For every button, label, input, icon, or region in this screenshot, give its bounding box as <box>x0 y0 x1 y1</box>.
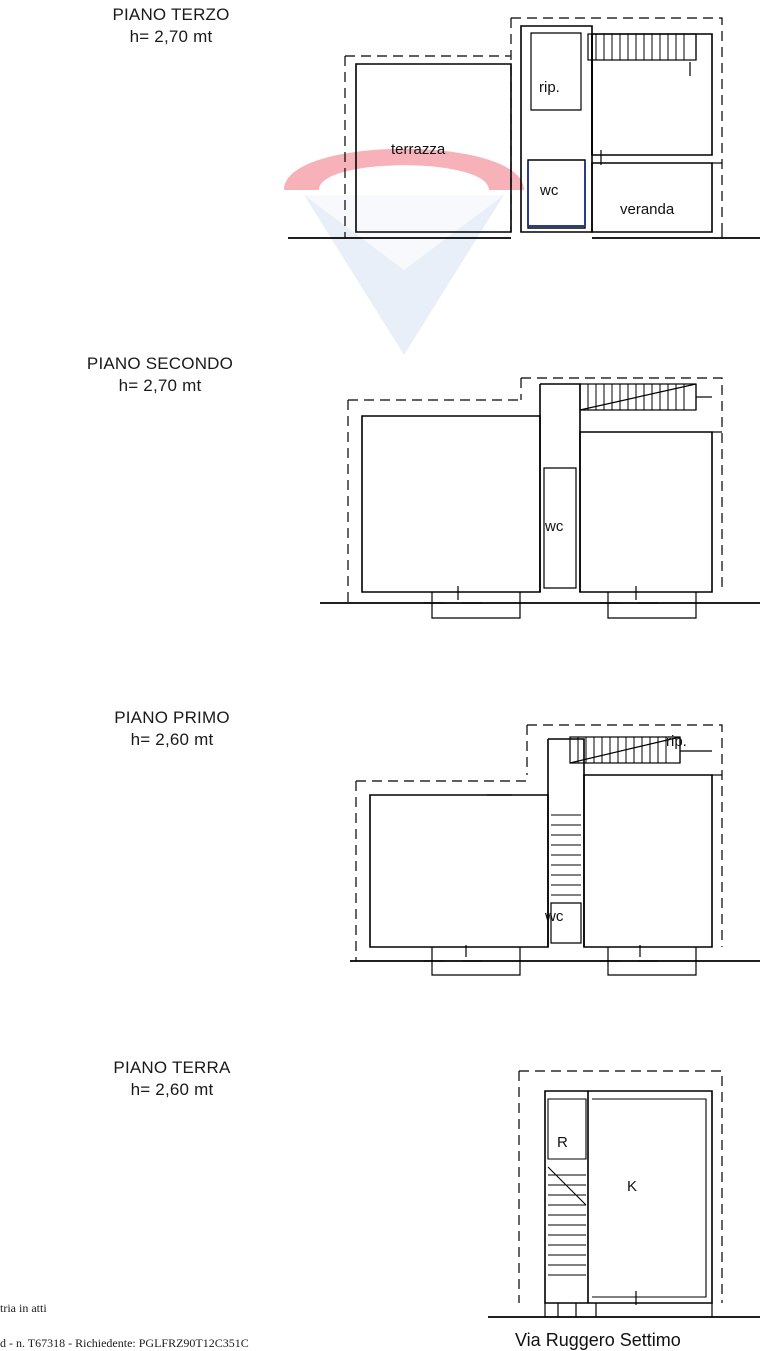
floor-height: h= 2,70 mt <box>118 376 202 395</box>
plan-second-floor <box>0 360 784 640</box>
room-label-second-wc: wc <box>545 518 564 535</box>
floor-height: h= 2,70 mt <box>129 27 213 46</box>
floor-name: PIANO TERZO <box>112 5 230 24</box>
room-label-first-rip: rip. <box>666 733 687 750</box>
floor-name: PIANO SECONDO <box>86 354 234 373</box>
floor-name: PIANO TERRA <box>113 1058 231 1077</box>
room-label-third-veranda: veranda <box>620 201 675 218</box>
street-label: Via Ruggero Settimo <box>515 1330 681 1350</box>
room-label-third-terrazza: terrazza <box>391 141 446 158</box>
room-label-ground-k: K <box>627 1178 638 1195</box>
plan-third-floor <box>0 0 784 260</box>
floor-height: h= 2,60 mt <box>130 730 214 749</box>
footer-line-1: tria in atti <box>0 1301 47 1315</box>
plan-first-floor <box>0 715 784 985</box>
floor-name: PIANO PRIMO <box>114 708 230 727</box>
floor-height: h= 2,60 mt <box>130 1080 214 1099</box>
footer-line-2: d - n. T67318 - Richiedente: PGLFRZ90T12C351C <box>0 1336 249 1350</box>
room-label-third-rip: rip. <box>539 79 560 96</box>
room-label-first-wc: wc <box>545 908 564 925</box>
plan-ground-floor <box>0 1055 784 1345</box>
room-label-ground-r: R <box>557 1134 568 1151</box>
room-label-third-wc: wc <box>540 182 559 199</box>
